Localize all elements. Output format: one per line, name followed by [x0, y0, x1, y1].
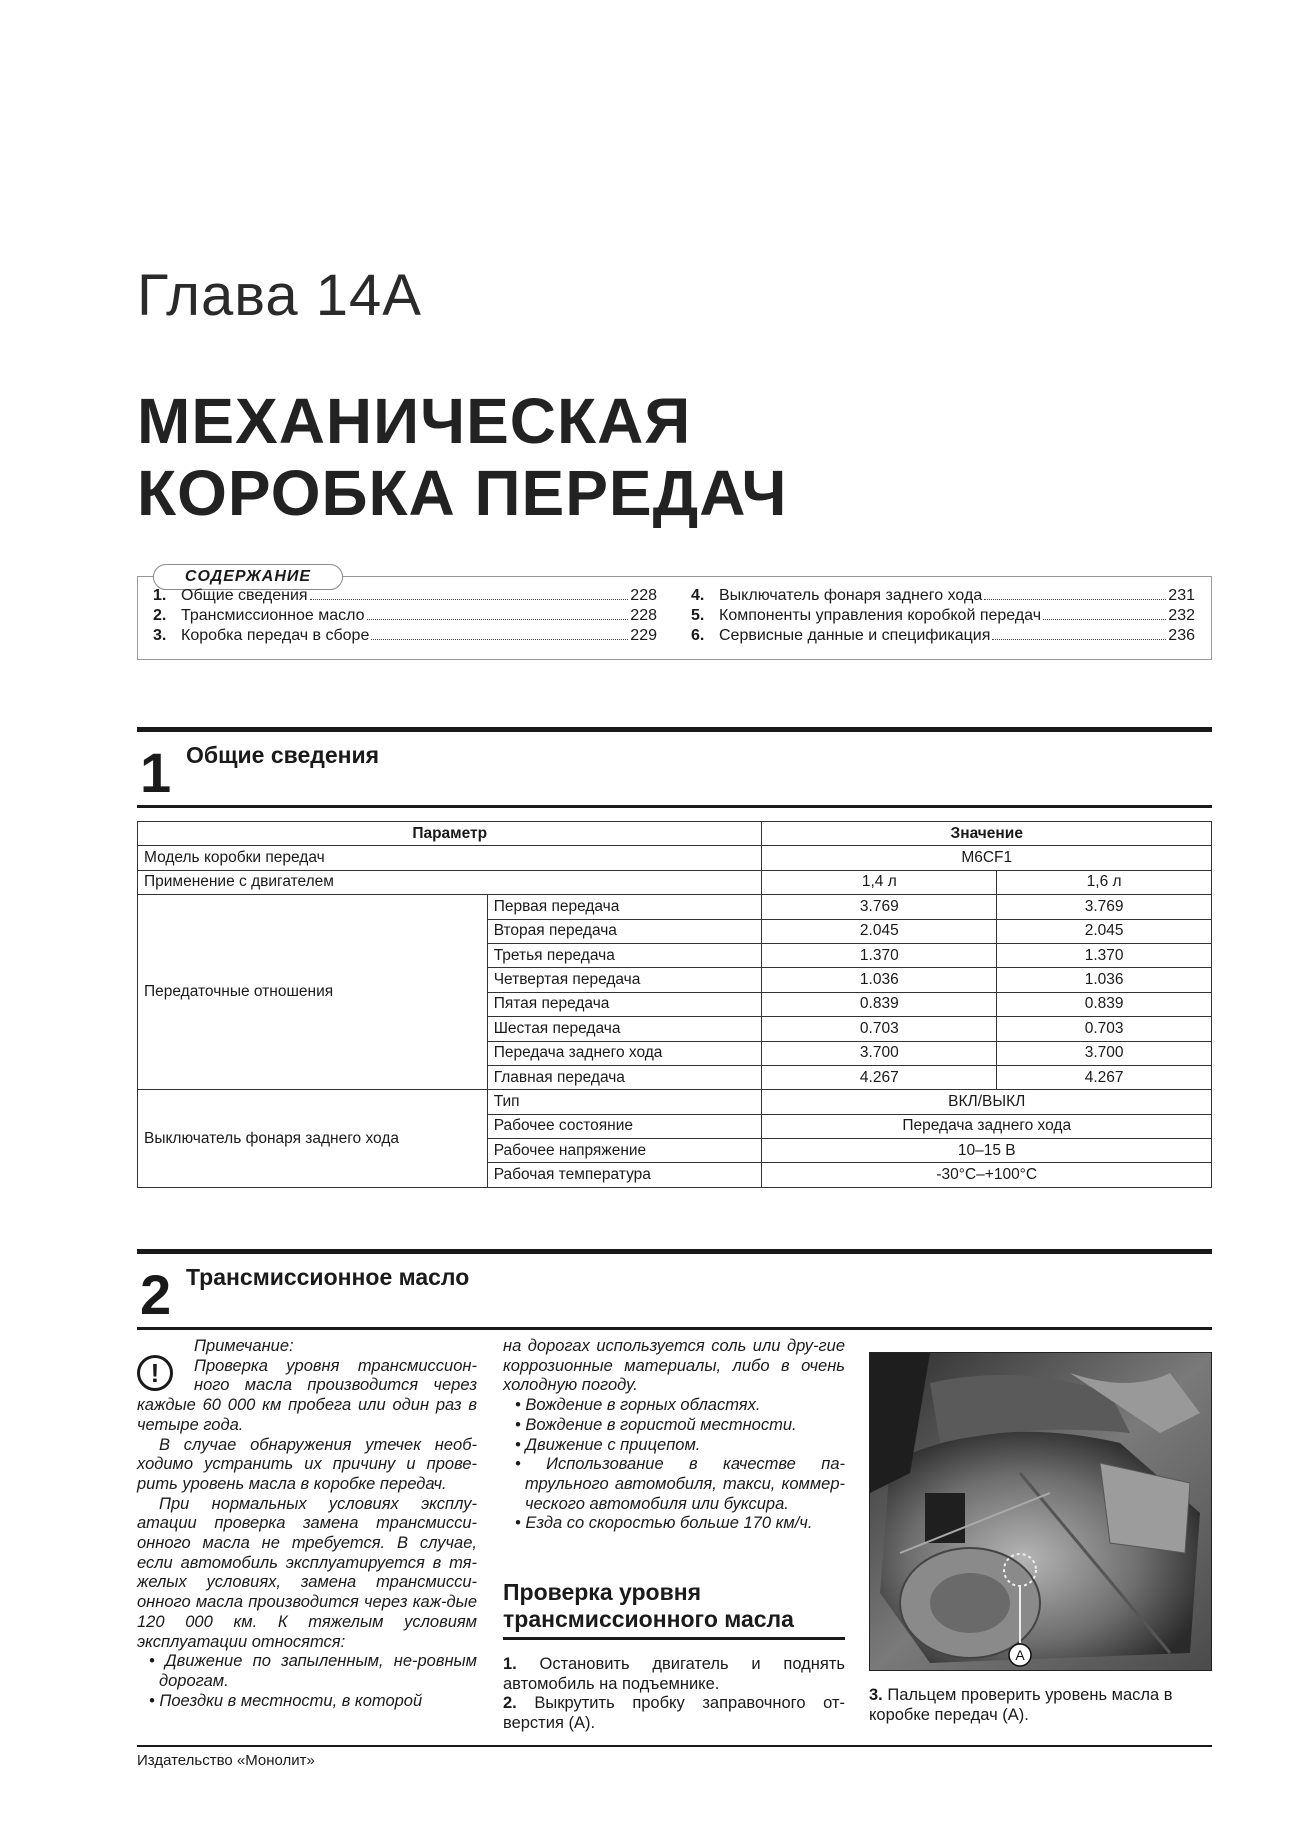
ratio-16: 4.267 [997, 1065, 1212, 1089]
ratio-14: 1.036 [762, 968, 997, 992]
toc-item-page: 231 [1168, 587, 1195, 604]
toc-item-number: 4. [691, 587, 705, 604]
page-title-line-2: КОРОБКА ПЕРЕДАЧ [137, 457, 788, 529]
toc-item-title: Трансмиссионное масло [181, 607, 365, 624]
note-title: Примечание: [194, 1337, 294, 1355]
ratio-name: Четвертая передача [487, 968, 762, 992]
paragraph: При нормальных условиях эксплу-атации проверка замена трансмисси-онного масла не требуется. В случае, если автомобиль эксплуатируется в тя-желых условиях, замена трансмисси-онного масла производится через каж-дые 120 000 км. К тяжелым условиям эксплуатации относятся: [137, 1494, 477, 1651]
header-value: Значение [762, 822, 1212, 846]
ratio-16: 3.700 [997, 1041, 1212, 1065]
switch-param: Рабочее состояние [487, 1114, 762, 1138]
section-2-bottom-rule [137, 1327, 1212, 1330]
table-row [138, 895, 1212, 919]
step-text: Остановить двигатель и поднять автомобиль на подъемнике. [503, 1655, 845, 1693]
toc-item-title: Компоненты управления коробкой передач [719, 607, 1042, 624]
toc-column-right [691, 586, 1195, 646]
ratio-14: 3.769 [762, 895, 997, 919]
switch-param: Рабочее напряжение [487, 1139, 762, 1163]
section-2-title: Трансмиссионное масло [186, 1264, 470, 1290]
ratio-16: 0.703 [997, 1017, 1212, 1041]
toc-item[interactable] [153, 586, 657, 606]
bullet-item: • Движение с прицепом. [515, 1435, 701, 1454]
toc-dots [367, 619, 629, 620]
ratio-14: 1.370 [762, 943, 997, 967]
section-1-number: 1 [140, 741, 172, 804]
toc-item-title: Коробка передач в сборе [181, 627, 370, 644]
ratio-16: 3.769 [997, 895, 1212, 919]
engine-14: 1,4 л [762, 870, 997, 894]
switch-value: 10–15 В [762, 1139, 1212, 1163]
ratio-14: 2.045 [762, 919, 997, 943]
caption-text: Пальцем проверить уровень масла в коробке передач (А). [869, 1686, 1173, 1724]
paragraph: на дорогах используется соль или дру-гие коррозионные материалы, либо в очень холодную погоду. [503, 1337, 845, 1395]
model-value: M6CF1 [762, 846, 1212, 870]
ratio-name: Вторая передача [487, 919, 762, 943]
text-column-2 [503, 1337, 845, 1534]
ratio-14: 3.700 [762, 1041, 997, 1065]
note-text [137, 1357, 477, 1436]
toc-column-left [153, 586, 657, 646]
section-2-top-rule [137, 1249, 1212, 1254]
engine-label: Применение с двигателем [138, 870, 762, 894]
toc-item-number: 5. [691, 607, 705, 624]
toc-item[interactable] [153, 606, 657, 626]
toc-item-title: Выключатель фонаря заднего хода [719, 587, 983, 604]
step-item [503, 1655, 845, 1694]
ratio-16: 0.839 [997, 992, 1212, 1016]
publisher-footer: Издательство «Монолит» [137, 1752, 315, 1769]
toc-item-number: 2. [153, 607, 167, 624]
step-item [503, 1694, 845, 1733]
model-label: Модель коробки передач [138, 846, 762, 870]
ratio-16: 1.036 [997, 968, 1212, 992]
switch-param: Рабочая температура [487, 1163, 762, 1187]
bullet-item: • Движение по запыленным, не-ровным дорогам. [149, 1652, 477, 1690]
ratio-14: 0.703 [762, 1017, 997, 1041]
toc-item[interactable] [153, 626, 657, 646]
toc-item-page: 228 [630, 607, 657, 624]
toc-item-page: 232 [1168, 607, 1195, 624]
ratio-14: 0.839 [762, 992, 997, 1016]
gearbox-photo [869, 1352, 1212, 1671]
toc-item-number: 1. [153, 587, 167, 604]
toc-item[interactable] [691, 606, 1195, 626]
switch-value: Передача заднего хода [762, 1114, 1212, 1138]
exclamation-icon: ! [137, 1355, 173, 1391]
photo-caption [869, 1685, 1212, 1725]
ratio-name: Шестая передача [487, 1017, 762, 1041]
toc-item-page: 229 [630, 627, 657, 644]
toc-dots [984, 599, 1166, 600]
ratio-name: Первая передача [487, 895, 762, 919]
bullet-item: • Вождение в гористой местности. [515, 1415, 797, 1434]
bullet-item: • Езда со скоростью больше 170 км/ч. [515, 1514, 813, 1533]
text-column-1 [137, 1337, 477, 1711]
toc-label: СОДЕРЖАНИЕ [153, 564, 343, 590]
toc-item-page: 228 [630, 587, 657, 604]
table-row [138, 870, 1212, 894]
toc-item-title: Сервисные данные и спецификация [719, 627, 991, 644]
switch-label: Выключатель фонаря заднего хода [138, 1090, 488, 1188]
photo-callout-a: A [1015, 1647, 1025, 1663]
bullet-item: • Поездки в местности, в которой [149, 1691, 423, 1710]
table-row [138, 846, 1212, 870]
spec-table [137, 821, 1212, 1188]
toc-item-title: Общие сведения [181, 587, 308, 604]
toc-item-page: 236 [1168, 627, 1195, 644]
ratio-name: Передача заднего хода [487, 1041, 762, 1065]
toc-dots [992, 639, 1166, 640]
toc-item-number: 6. [691, 627, 705, 644]
switch-param: Тип [487, 1090, 762, 1114]
step-number: 2. [503, 1694, 517, 1713]
gearbox-photo-image [870, 1353, 1212, 1671]
toc-dots [371, 639, 628, 640]
step-text: Выкрутить пробку заправочного от-верстия (А). [503, 1694, 846, 1733]
switch-value: ВКЛ/ВЫКЛ [762, 1090, 1212, 1114]
footer-rule [137, 1745, 1212, 1747]
table-row [138, 1090, 1212, 1114]
ratio-14: 4.267 [762, 1065, 997, 1089]
table-header-row [138, 822, 1212, 846]
toc-dots [1043, 619, 1166, 620]
steps-list [503, 1655, 845, 1734]
engine-16: 1,6 л [997, 870, 1212, 894]
section-2-number: 2 [140, 1263, 172, 1326]
ratio-name: Третья передача [487, 943, 762, 967]
ratio-name: Главная передача [487, 1065, 762, 1089]
page-title [137, 385, 788, 529]
ratio-16: 1.370 [997, 943, 1212, 967]
toc-item[interactable] [691, 586, 1195, 606]
section-1-bottom-rule [137, 805, 1212, 808]
bullet-item: • Использование в качестве па-трульного автомобиля, такси, коммер-ческого автомобиля или буксира. [515, 1455, 845, 1513]
subsection-heading: Проверка уровня трансмиссионного масла [503, 1579, 845, 1640]
header-param: Параметр [138, 822, 762, 846]
bullet-item: • Вождение в горных областях. [515, 1396, 761, 1415]
ratio-name: Пятая передача [487, 992, 762, 1016]
section-1-title: Общие сведения [186, 742, 380, 768]
chapter-label: Глава 14А [137, 263, 422, 328]
ratio-16: 2.045 [997, 919, 1212, 943]
note-text-body: Проверка уровня трансмиссион-ного масла производится через каждые 60 000 км пробега или один раз в четыре года. [137, 1356, 477, 1434]
step-number: 1. [503, 1655, 517, 1673]
switch-value: -30°C–+100°C [762, 1163, 1212, 1187]
ratios-label: Передаточные отношения [138, 895, 488, 1090]
page-title-line-1: МЕХАНИЧЕСКАЯ [137, 385, 692, 457]
toc-dots [310, 599, 629, 600]
paragraph: В случае обнаружения утечек необ-ходимо устранить их причину и прове-рить уровень масла в коробке передач. [137, 1435, 477, 1493]
toc-item-number: 3. [153, 627, 167, 644]
section-1-top-rule [137, 727, 1212, 732]
toc-item[interactable] [691, 626, 1195, 646]
caption-number: 3. [869, 1686, 883, 1704]
